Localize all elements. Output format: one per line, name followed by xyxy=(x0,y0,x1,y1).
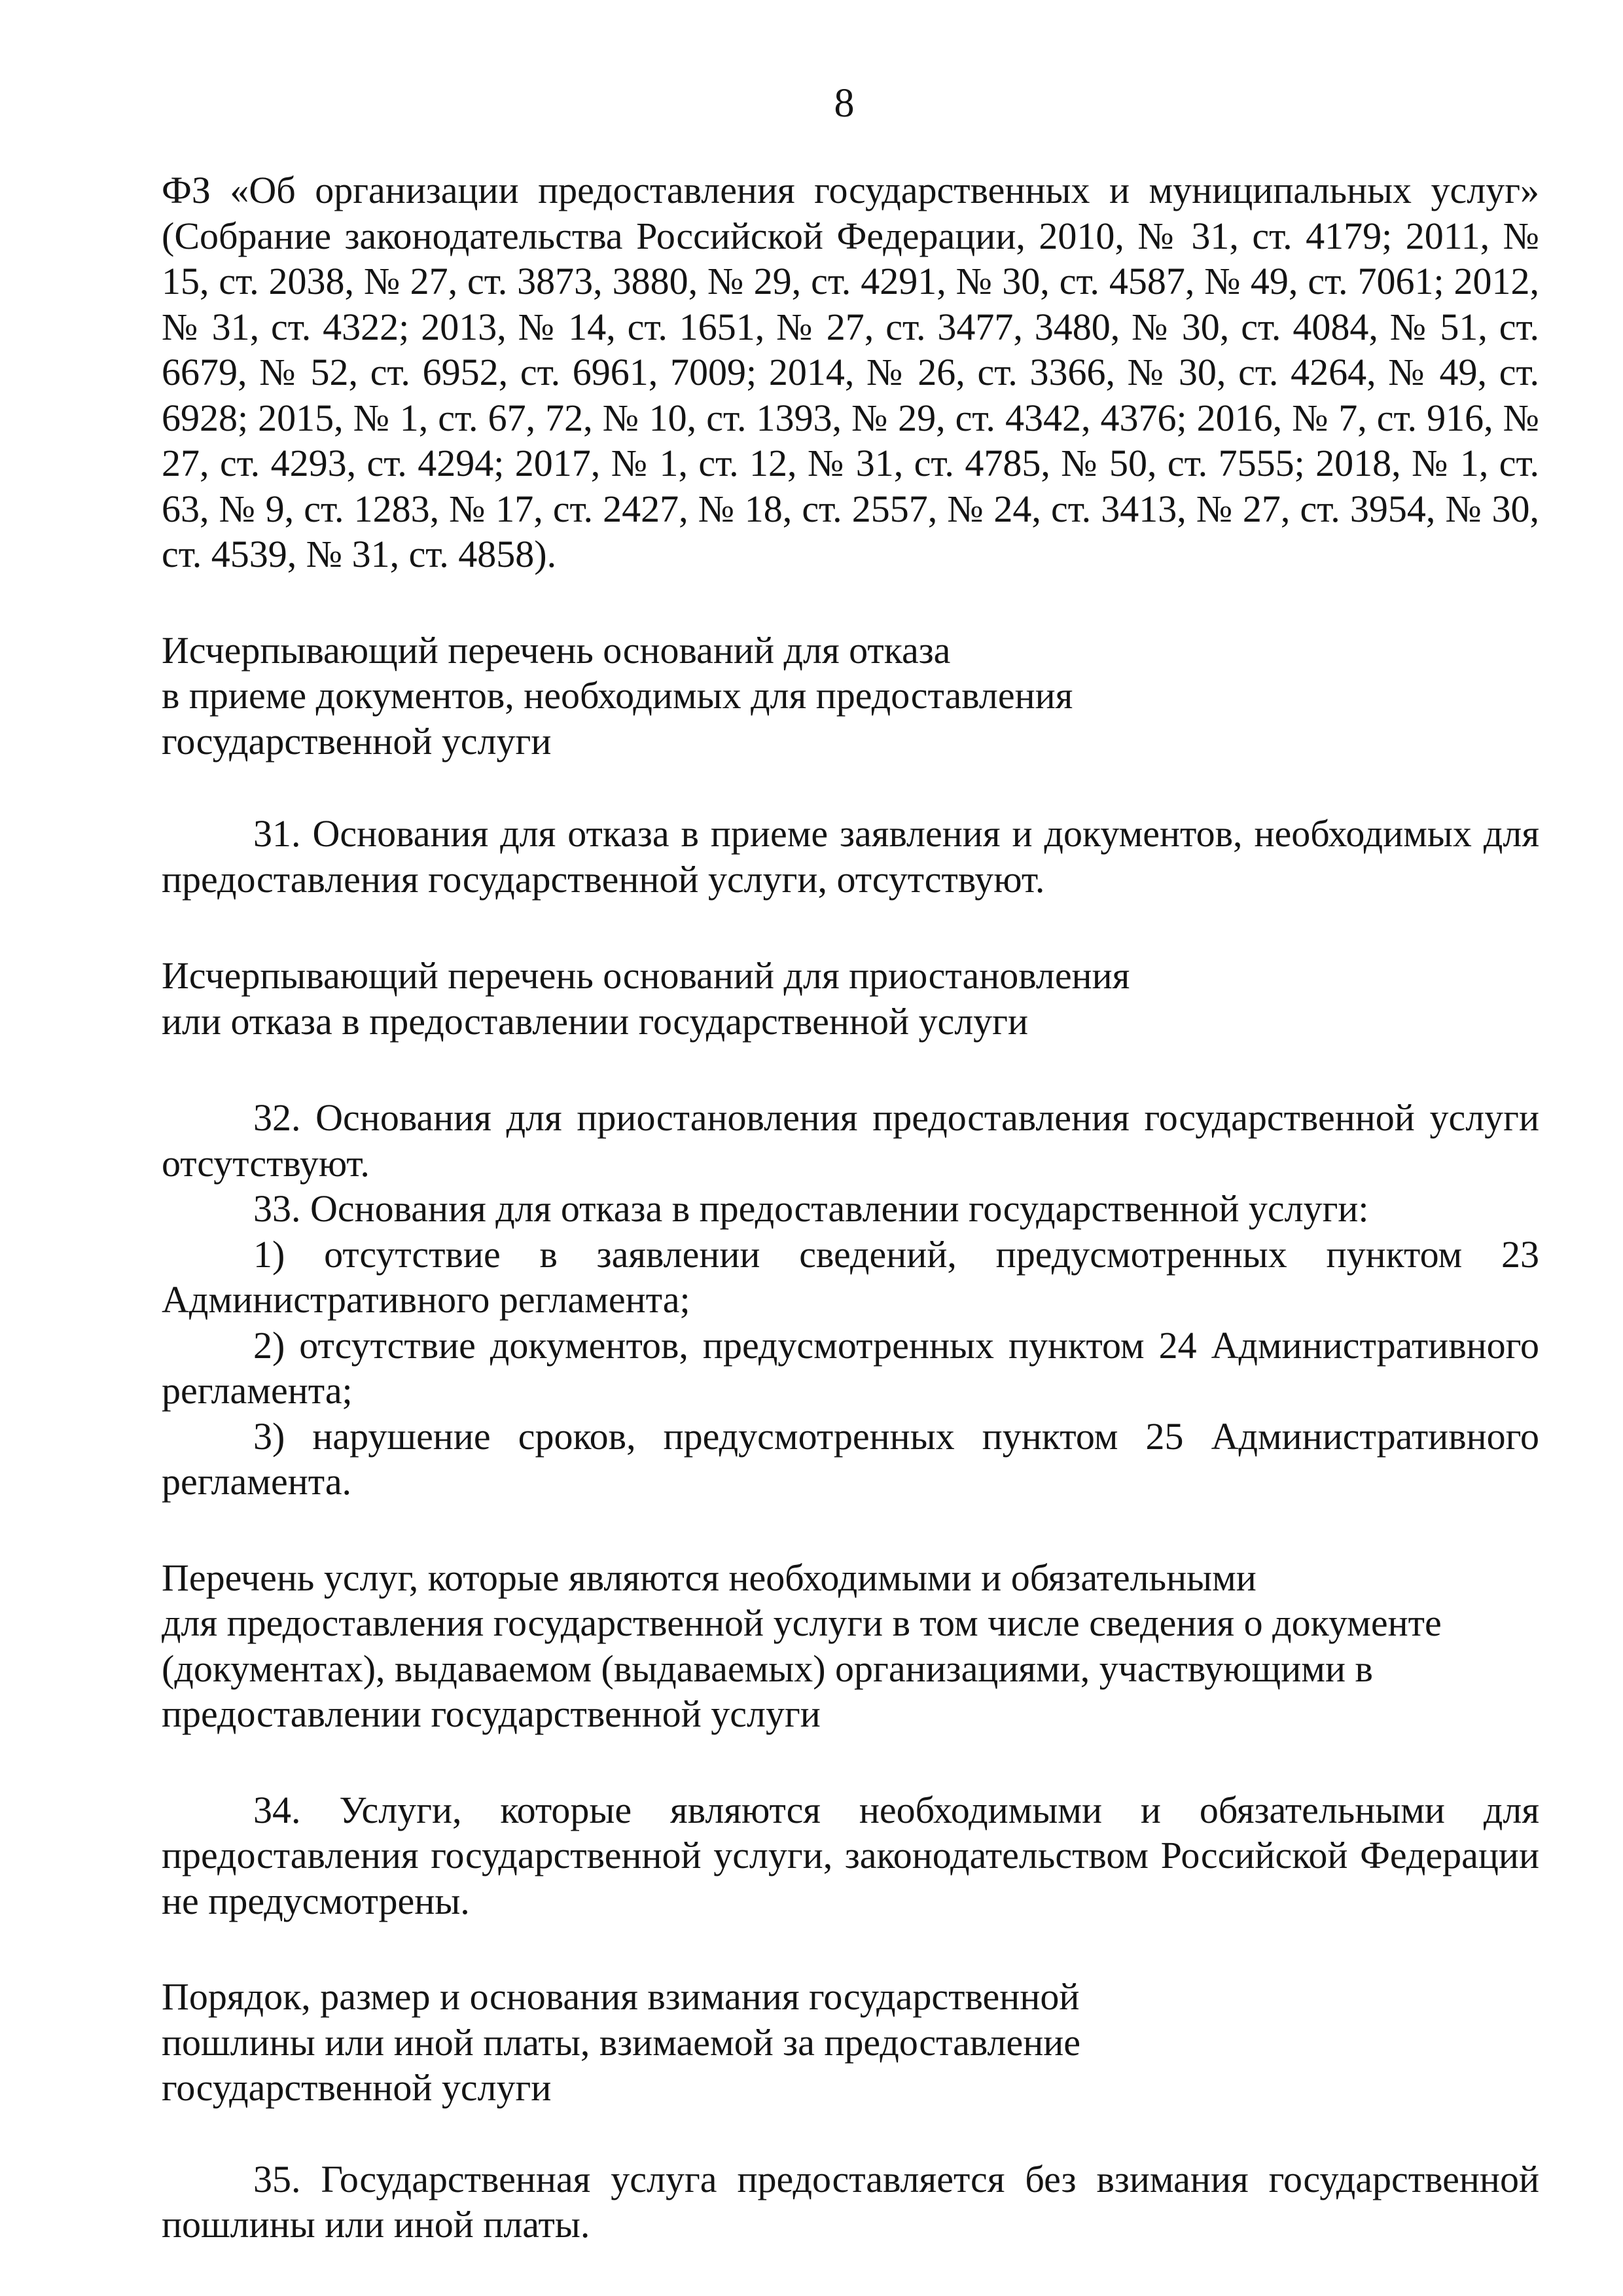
intro-paragraph: ФЗ «Об организации предоставления государственных и муниципальных услуг» (Собрание законодательства Российской Федерации, 2010, № 31, ст. 4179; 2011, № 15, ст. 2038, № 27, ст. 3873, 3880, № 29, ст. 4291, № 30, ст. 4587, № 49, ст. 7061; 2012, № 31, ст. 4322; 2013, № 14, ст. 1651, № 27, ст. 3477, 3480, № 30, ст. 4084, № 51, ст. 6679, № 52, ст. 6952, ст. 6961, 7009; 2014, № 26, ст. 3366, № 30, ст. 4264, № 49, ст. 6928; 2015, № 1, ст. 67, 72, № 10, ст. 1393, № 29, ст. 4342, 4376; 2016, № 7, ст. 916, № 27, ст. 4293, ст. 4294; 2017, № 1, ст. 12, № 31, ст. 4785, № 50, ст. 7555; 2018, № 1, ст. 63, № 9, ст. 1283, № 17, ст. 2427, № 18, ст. 2557, № 24, ст. 3413, № 27, ст. 3954, № 30, ст. 4539, № 31, ст. 4858). xyxy=(162,169,1539,575)
section-heading-required-services xyxy=(162,1555,1539,1737)
list-item-33-3: 3) нарушение сроков, предусмотренных пунктом 25 Административного регламента. xyxy=(162,1414,1539,1503)
heading-line: государственной услуги xyxy=(162,719,552,762)
paragraph-32: 32. Основания для приостановления предоставления государственной услуги отсутствуют. xyxy=(162,1096,1539,1185)
page-number: 8 xyxy=(834,81,855,126)
document-body xyxy=(162,168,1539,2248)
paragraph-34: 34. Услуги, которые являются необходимыми и обязательными для предоставления государственной услуги, законодательством Российской Федерации не предусмотрены. xyxy=(162,1788,1539,1922)
heading-line: для предоставления государственной услуги в том числе сведения о документе xyxy=(162,1602,1442,1644)
section-heading-suspension-refusal xyxy=(162,953,1539,1044)
heading-line: пошлины или иной платы, взимаемой за предоставление xyxy=(162,2020,1081,2064)
heading-line: предоставлении государственной услуги xyxy=(162,1693,821,1735)
heading-line: (документах), выдаваемом (выдаваемых) организациями, участвующими в xyxy=(162,1647,1373,1690)
heading-line: Исчерпывающий перечень оснований для отказа xyxy=(162,628,951,672)
heading-line: Порядок, размер и основания взимания государственной xyxy=(162,1975,1080,2018)
paragraph-33: 33. Основания для отказа в предоставлении государственной услуги: xyxy=(253,1187,1369,1230)
heading-line: или отказа в предоставлении государственной услуги xyxy=(162,999,1029,1043)
heading-line: Перечень услуг, которые являются необходимыми и обязательными xyxy=(162,1556,1257,1599)
paragraph-31: 31. Основания для отказа в приеме заявления и документов, необходимых для предоставления государственной услуги, отсутствуют. xyxy=(162,812,1539,901)
section-heading-refusal-acceptance xyxy=(162,628,1539,764)
list-item-33-2: 2) отсутствие документов, предусмотренных пунктом 24 Административного регламента; xyxy=(162,1323,1539,1412)
section-heading-state-fee xyxy=(162,1974,1539,2111)
heading-line: в приеме документов, необходимых для предоставления xyxy=(162,674,1073,717)
paragraph-35: 35. Государственная услуга предоставляется без взимания государственной пошлины или иной платы. xyxy=(162,2157,1539,2246)
list-item-33-1: 1) отсутствие в заявлении сведений, предусмотренных пунктом 23 Административного регламента; xyxy=(162,1232,1539,1321)
heading-line: государственной услуги xyxy=(162,2066,552,2109)
heading-line: Исчерпывающий перечень оснований для приостановления xyxy=(162,954,1130,997)
